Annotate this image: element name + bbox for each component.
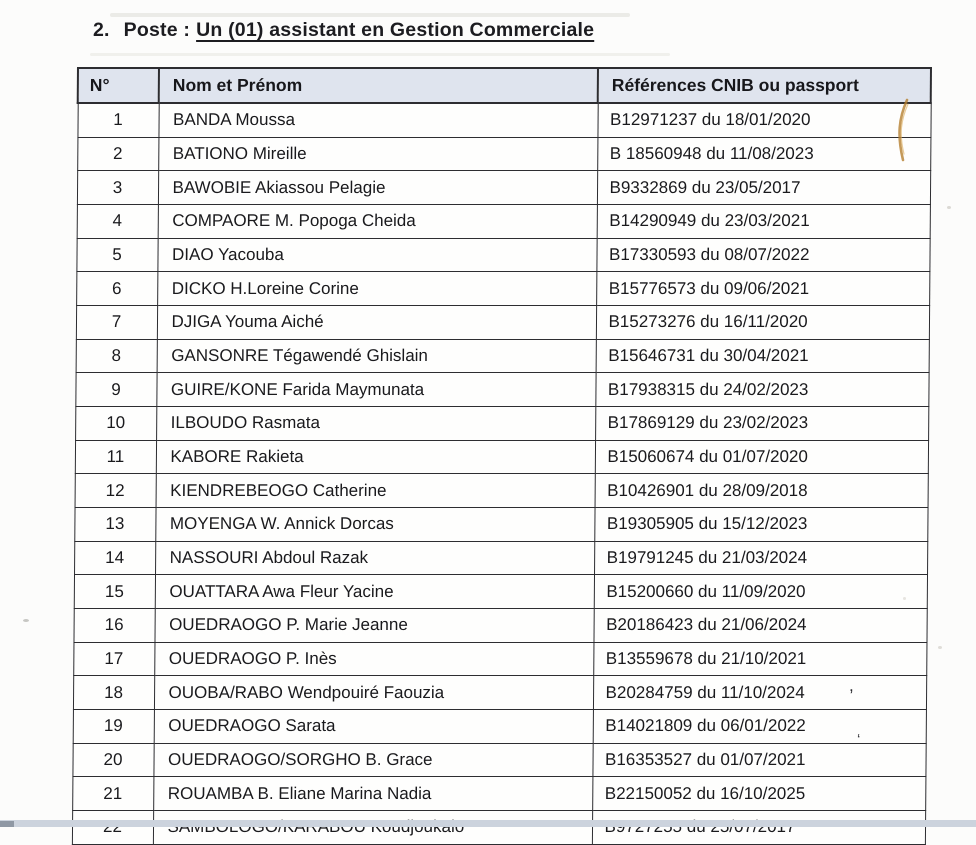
cell-ref: B16353527 du 01/07/2021	[592, 743, 925, 777]
cell-ref: B20284759 du 11/10/2024	[593, 676, 926, 710]
cell-num: 16	[73, 609, 154, 643]
cell-ref: B10426901 du 28/09/2018	[595, 474, 928, 508]
col-header-name: Nom et Prénom	[159, 68, 598, 103]
cell-ref: B15776573 du 09/06/2021	[596, 272, 929, 306]
cell-name: GUIRE/KONE Farida Maymunata	[156, 373, 595, 407]
cell-name: DJIGA Youma Aiché	[157, 306, 596, 340]
cell-ref: B15273276 du 16/11/2020	[596, 306, 929, 340]
cell-num: 19	[73, 710, 154, 744]
col-header-num: N°	[78, 68, 159, 103]
cell-ref: B13559678 du 21/10/2021	[593, 642, 926, 676]
cell-ref: B22150052 du 16/10/2025	[592, 777, 925, 811]
table-row	[73, 609, 926, 643]
scan-smear	[110, 13, 630, 17]
cell-name: ILBOUDO Rasmata	[156, 407, 595, 441]
table-row	[77, 103, 930, 137]
cell-ref: B12971237 du 18/01/2020	[597, 103, 930, 137]
section-label: Poste :	[123, 19, 191, 41]
table-body	[72, 103, 931, 844]
cell-num: 13	[74, 508, 155, 542]
cell-ref: B14021809 du 06/01/2022	[593, 710, 926, 744]
table-row	[72, 743, 925, 777]
cell-name: GANSONRE Tégawendé Ghislain	[157, 339, 596, 373]
cell-num: 6	[76, 272, 157, 306]
cell-ref: B19305905 du 15/12/2023	[594, 508, 927, 542]
cell-num: 14	[74, 541, 155, 575]
cell-ref: B17330593 du 08/07/2022	[596, 238, 929, 272]
cell-name: KABORE Rakieta	[156, 440, 595, 474]
candidates-table	[71, 67, 932, 845]
cell-num: 18	[73, 676, 154, 710]
cell-num: 2	[77, 137, 158, 171]
cell-name: BANDA Moussa	[158, 103, 597, 137]
cell-name: COMPAORE M. Popoga Cheida	[158, 205, 597, 239]
cell-num: 10	[75, 407, 156, 441]
cell-name: DICKO H.Loreine Corine	[157, 272, 596, 306]
cell-num	[72, 811, 153, 845]
scan-edge-corner	[0, 821, 14, 827]
section-title	[93, 19, 594, 42]
cell-name: MOYENGA W. Annick Dorcas	[155, 508, 594, 542]
cell-num: 8	[76, 339, 157, 373]
table-row	[74, 508, 927, 542]
cell-num: 9	[75, 373, 156, 407]
cell-name: BAWOBIE Akiassou Pelagie	[158, 171, 597, 205]
section-position-title: Un (01) assistant en Gestion Commerciale	[196, 19, 595, 41]
stray-tick-mark: ‘	[857, 731, 861, 748]
cell-name: OUEDRAOGO/SORGHO B. Grace	[153, 743, 592, 777]
table-row	[73, 642, 926, 676]
scan-speck	[947, 206, 951, 209]
scan-smear	[90, 53, 670, 56]
table-row	[73, 676, 926, 710]
cell-name: KIENDREBEOGO Catherine	[156, 474, 595, 508]
table-row	[76, 306, 929, 340]
table-row	[72, 811, 925, 845]
section-number: 2.	[93, 19, 110, 41]
cell-num: 5	[76, 238, 157, 272]
cell-num: 12	[75, 474, 156, 508]
cell-name: BATIONO Mireille	[158, 137, 597, 171]
table-row	[75, 373, 928, 407]
cell-name: OUOBA/RABO Wendpouiré Faouzia	[154, 676, 593, 710]
cell-num: 1	[77, 103, 158, 137]
cell-ref: B 18560948 du 11/08/2023	[597, 137, 930, 171]
cell-num: 21	[72, 777, 153, 811]
cell-num: 4	[77, 205, 158, 239]
cell-num: 15	[74, 575, 155, 609]
stray-comma-mark: ,	[849, 676, 854, 695]
cell-num: 7	[76, 306, 157, 340]
cell-ref: B9332869 du 23/05/2017	[597, 171, 930, 205]
cell-name: OUATTARA Awa Fleur Yacine	[155, 575, 594, 609]
cell-ref: B15060674 du 01/07/2020	[595, 440, 928, 474]
table-row	[72, 777, 925, 811]
cell-ref: B17938315 du 24/02/2023	[595, 373, 928, 407]
cell-num: 3	[77, 171, 158, 205]
cell-ref: B19791245 du 21/03/2024	[594, 541, 927, 575]
table-row	[75, 440, 928, 474]
table-row	[73, 710, 926, 744]
cell-ref: B14290949 du 23/03/2021	[597, 205, 930, 239]
candidates-table-wrapper	[71, 67, 930, 845]
cell-name: NASSOURI Abdoul Razak	[155, 541, 594, 575]
table-header-row	[78, 68, 931, 103]
cell-num: 20	[72, 743, 153, 777]
scan-speck	[23, 619, 29, 622]
col-header-ref: Références CNIB ou passport	[598, 68, 931, 103]
cell-ref	[592, 811, 925, 845]
scan-edge-band	[0, 820, 976, 827]
table-row	[75, 407, 928, 441]
table-row	[76, 339, 929, 373]
cell-ref: B15646731 du 30/04/2021	[596, 339, 929, 373]
cell-num: 11	[75, 440, 156, 474]
scan-speck	[938, 646, 942, 649]
table-row	[74, 541, 927, 575]
table-row	[77, 205, 930, 239]
cell-name: OUEDRAOGO P. Inès	[154, 642, 593, 676]
table-row	[74, 575, 927, 609]
table-row	[75, 474, 928, 508]
cell-name: OUEDRAOGO Sarata	[154, 710, 593, 744]
table-row	[77, 171, 930, 205]
cell-name: OUEDRAOGO P. Marie Jeanne	[154, 609, 593, 643]
table-row	[76, 272, 929, 306]
cell-name: DIAO Yacouba	[157, 238, 596, 272]
cell-ref: B17869129 du 23/02/2023	[595, 407, 928, 441]
table-row	[77, 137, 930, 171]
cell-ref: B20186423 du 21/06/2024	[593, 609, 926, 643]
table-row	[76, 238, 929, 272]
cell-name: ROUAMBA B. Eliane Marina Nadia	[153, 777, 592, 811]
cell-ref: B15200660 du 11/09/2020	[594, 575, 927, 609]
cell-name	[153, 811, 592, 845]
cell-num: 17	[73, 642, 154, 676]
